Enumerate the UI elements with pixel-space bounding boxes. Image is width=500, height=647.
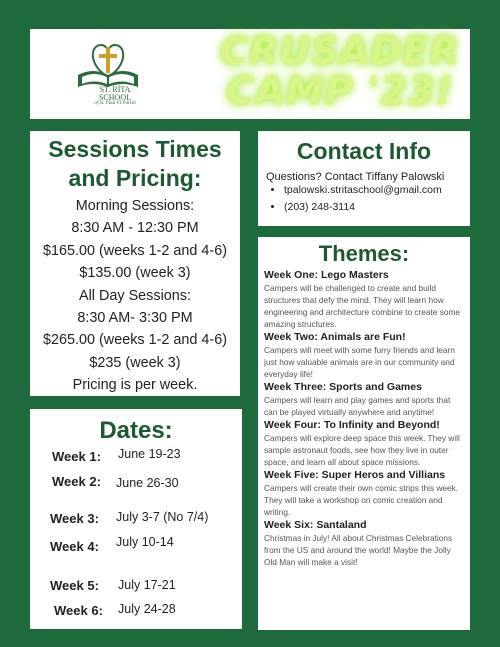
theme-description: Campers will create their own comic strips this week. They will take a workshop on comic creation and writing.: [264, 483, 459, 517]
week-label: Week 3:: [50, 511, 99, 526]
session-line: $265.00 (weeks 1-2 and 4-6): [43, 332, 227, 349]
session-line: Pricing is per week.: [72, 377, 198, 394]
contact-panel: [258, 131, 470, 226]
contact-title: Contact Info: [296, 138, 432, 164]
theme-title: Week One: Lego Masters: [264, 269, 389, 281]
week-date: June 26-30: [116, 476, 179, 490]
themes-title: Themes:: [318, 241, 410, 266]
theme-description: Campers will learn and play games and sports that can be played virtually anywhere and anytime!: [264, 395, 451, 417]
dates-panel: [30, 409, 242, 629]
theme-description: Campers will explore deep space this week. They will sample astronaut foods, see how they live in outer space, and learn all about space missions.: [264, 433, 460, 467]
session-line: 8:30 AM- 3:30 PM: [77, 310, 193, 327]
theme-title: Week Three: Sports and Games: [264, 381, 422, 393]
camp-title: CRUSADER CAMP '23!: [220, 29, 460, 113]
themes-panel: [258, 237, 470, 630]
session-line: Morning Sessions:: [75, 198, 195, 214]
theme-title: Week Four: To Infinity and Beyond!: [264, 419, 440, 431]
sessions-title: Sessions Times and Pricing:: [48, 136, 222, 191]
school-parish: of St. Paul VI Parish: [94, 101, 136, 106]
week-date: July 24-28: [118, 602, 176, 616]
session-line: $135.00 (week 3): [79, 265, 191, 282]
theme-title: Week Two: Animals are Fun!: [264, 331, 406, 343]
theme-title: Week Six: Santaland: [264, 519, 367, 531]
theme-description: Christmas in July! All about Christmas Celebrations from the US and around the world! Maybe the Jolly Old Man will make a visit!: [264, 533, 453, 567]
dates-title: Dates:: [99, 417, 173, 444]
session-line: 8:30 AM - 12:30 PM: [71, 220, 199, 237]
header-panel: [30, 29, 470, 119]
theme-description: Campers will meet with some furry friends and learn just how valuable animals are in our community and everyday life!: [264, 345, 455, 379]
session-line: $165.00 (weeks 1-2 and 4-6): [43, 242, 227, 259]
week-date: July 3-7 (No 7/4): [116, 510, 209, 524]
theme-description: Campers will be challenged to create and build structures that defy the mind. They will learn how engineering and architecture combine to create some amazing structures.: [264, 283, 461, 329]
week-label: Week 2:: [52, 474, 101, 489]
theme-title: Week Five: Super Heros and Villians: [264, 469, 446, 481]
contact-email[interactable]: • tpalowski.stritaschool@gmail.com: [284, 182, 442, 199]
contact-list: [270, 182, 442, 216]
contact-phone[interactable]: • (203) 248-3114: [284, 199, 442, 216]
session-line: All Day Sessions:: [79, 287, 191, 304]
week-date: July 17-21: [118, 578, 176, 592]
week-date: June 19-23: [118, 447, 181, 461]
week-date: July 10-14: [116, 535, 174, 549]
session-line: $235 (week 3): [89, 354, 181, 371]
week-label: Week 5:: [50, 578, 99, 593]
contact-question: Questions? Contact Tiffany Palowski: [266, 171, 445, 183]
week-label: Week 4:: [50, 539, 99, 554]
week-label: Week 1:: [52, 449, 101, 464]
sessions-panel: [30, 131, 240, 396]
school-name: ST. RITA SCHOOL: [98, 85, 131, 102]
week-label: Week 6:: [54, 603, 103, 618]
